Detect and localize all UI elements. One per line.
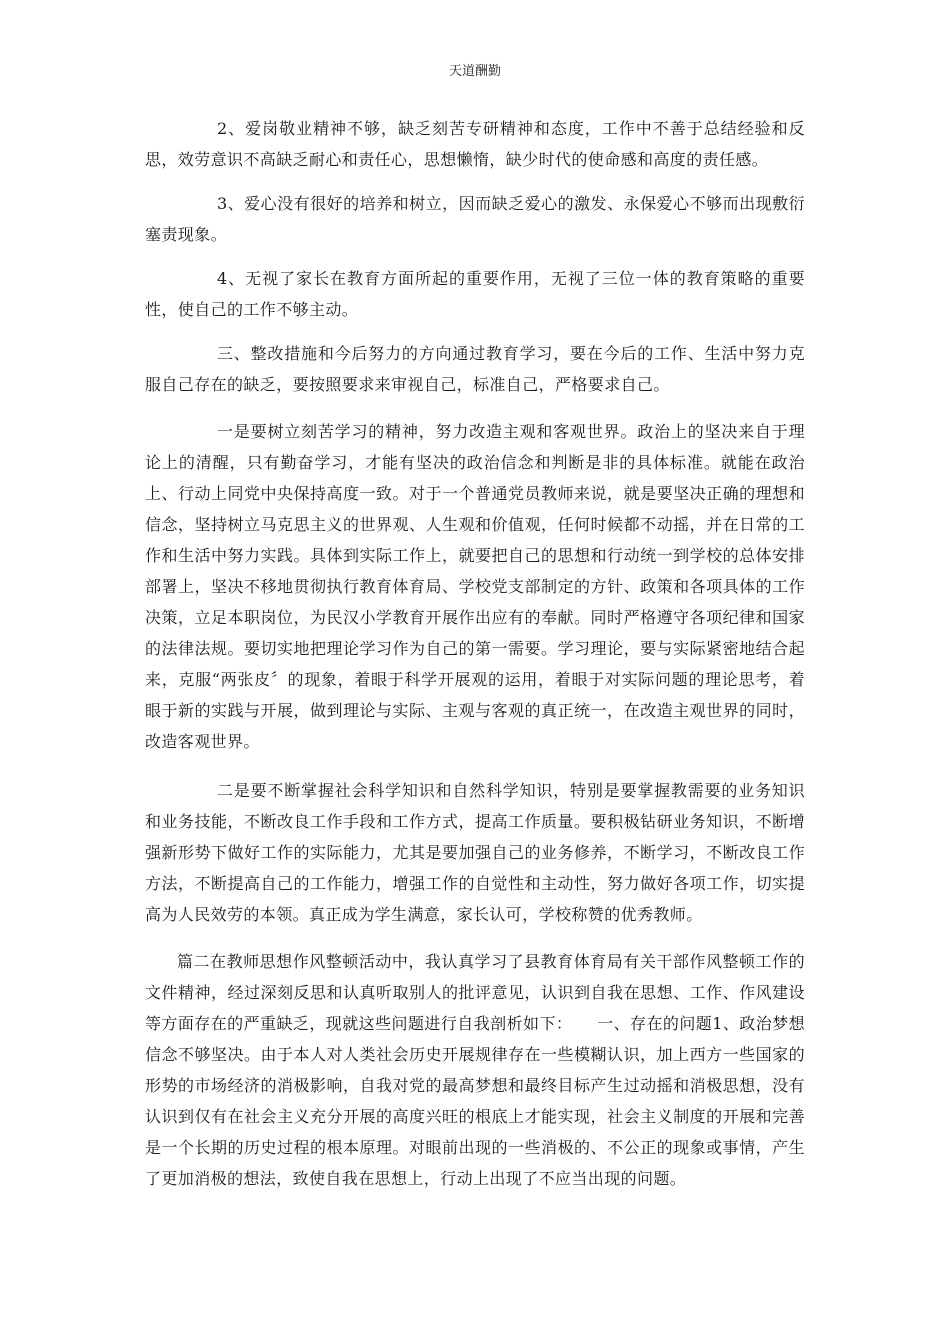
paragraph-point-2: 2、爱岗敬业精神不够，缺乏刻苦专研精神和态度，工作中不善于总结经验和反思，效劳意识不高缺乏耐心和责任心，思想懒惰，缺少时代的使命感和高度的责任感。 — [145, 119, 805, 169]
paragraph-point-4: 4、无视了家长在教育方面所起的重要作用，无视了三位一体的教育策略的重要性，使自己的工作不够主动。 — [145, 269, 805, 319]
paragraph-part-two: 篇二在教师思想作风整顿活动中，我认真学习了县教育体育局有关干部作风整顿工作的文件精神，经过深刻反思和认真听取别人的批评意见，认识到自我在思想、工作、作风建设等方面存在的严重缺乏，现就这些问题进行自我剖析如下： 一、存在的问题1、政治梦想信念不够坚决。由于本人对人类社会历史开展规律存在一些模糊认识，加上西方一些国家的形势的市场经济的消极影响，自我对党的最高梦想和最终目标产生过动摇和消极思想，没有认识到仅有在社会主义充分开展的高度兴旺的根底上才能实现，社会主义制度的开展和完善是一个长期的历史过程的根本原理。对眼前出现的一些消极的、不公正的现象或事情，产生了更加消极的想法，致使自我在思想上，行动上出现了不应当出现的问题。 — [145, 952, 805, 1188]
document-body — [145, 113, 805, 1194]
paragraph-section-three: 三、整改措施和今后努力的方向通过教育学习，要在今后的工作、生活中努力克服自己存在的缺乏，要按照要求来审视自己，标准自己，严格要求自己。 — [145, 344, 805, 394]
paragraph-measure-two: 二是要不断掌握社会科学知识和自然科学知识，特别是要掌握教需要的业务知识和业务技能，不断改良工作手段和工作方式，提高工作质量。要积极钻研业务知识，不断增强新形势下做好工作的实际能力，尤其是要加强自己的业务修养，不断学习，不断改良工作方法，不断提高自己的工作能力，增强工作的自觉性和主动性，努力做好各项工作，切实提高为人民效劳的本领。真正成为学生满意，家长认可，学校称赞的优秀教师。 — [145, 781, 805, 924]
paragraph-point-3: 3、爱心没有很好的培养和树立，因而缺乏爱心的激发、永保爱心不够而出现敷衍塞责现象。 — [145, 194, 805, 244]
page-header: 天道酬勤 — [448, 64, 501, 79]
paragraph-measure-one: 一是要树立刻苦学习的精神，努力改造主观和客观世界。政治上的坚决来自于理论上的清醒，只有勤奋学习，才能有坚决的政治信念和判断是非的具体标准。就能在政治上、行动上同党中央保持高度一致。对于一个普通党员教师来说，就是要坚决正确的理想和信念，坚持树立马克思主义的世界观、人生观和价值观，任何时候都不动摇，并在日常的工作和生活中努力实践。具体到实际工作上，就要把自己的思想和行动统一到学校的总体安排部署上，坚决不移地贯彻执行教育体育局、学校党支部制定的方针、政策和各项具体的工作决策，立足本职岗位，为民汉小学教育开展作出应有的奉献。同时严格遵守各项纪律和国家的法律法规。要切实地把理论学习作为自己的第一需要。学习理论，要与实际紧密地结合起来，克服“两张皮〞的现象，着眼于科学开展观的运用，着眼于对实际问题的理论思考，着眼于新的实践与开展，做到理论与实际、主观与客观的真正统一，在改造主观世界的同时，改造客观世界。 — [145, 422, 805, 751]
